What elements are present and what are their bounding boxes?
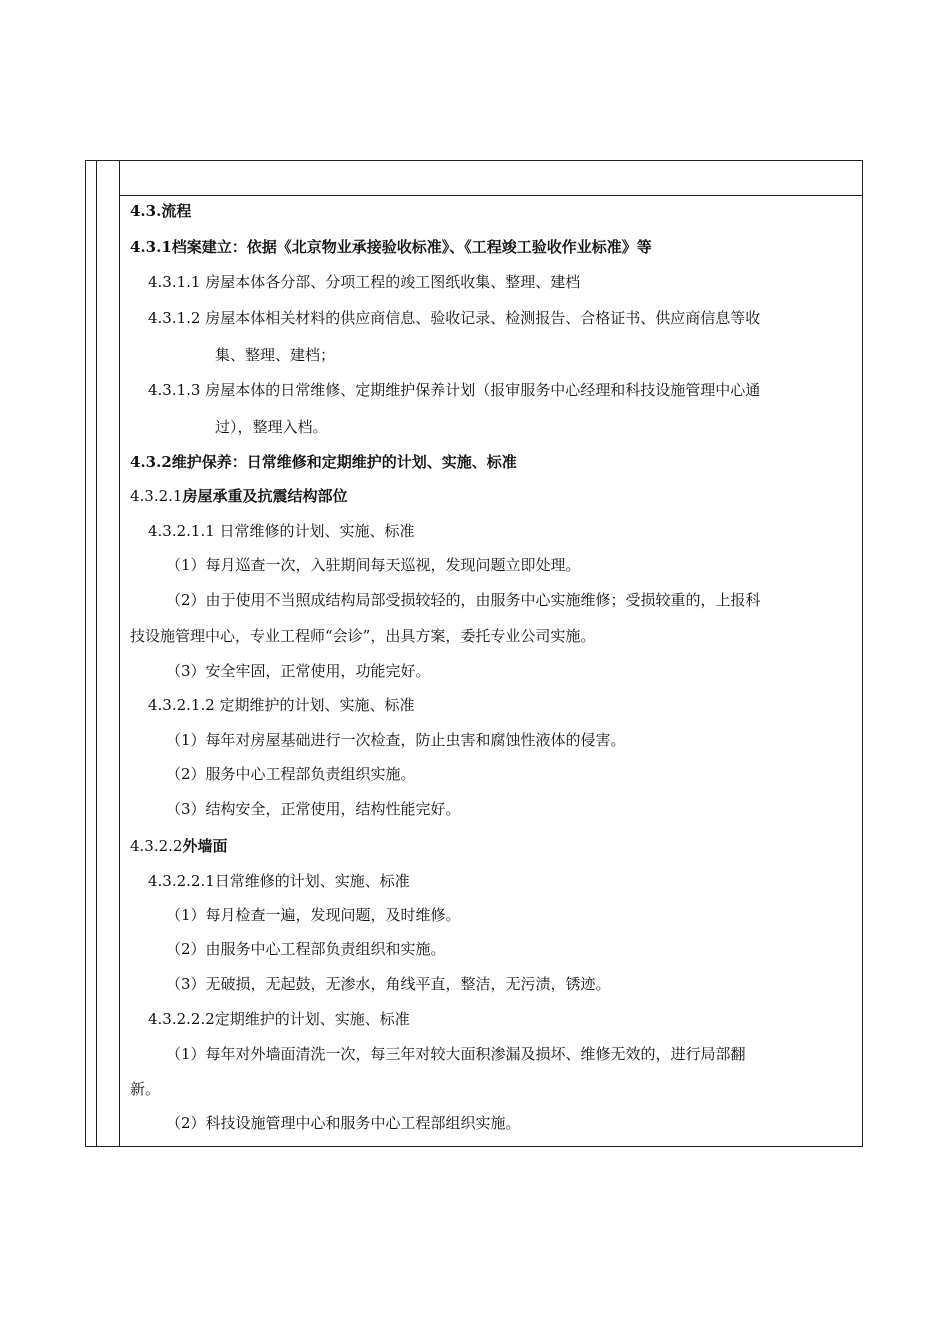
subsection-4-3-2-1 <box>130 486 348 506</box>
list-item: （2）由于使用不当照成结构局部受损较轻的，由服务中心实施维修；受损较重的，上报科 <box>166 591 761 609</box>
list-item: （2）由服务中心工程部负责组织和实施。 <box>166 940 446 958</box>
list-item-cont: 新。 <box>130 1080 161 1098</box>
item-4-3-2-1-2: 4.3.2.1.2 定期维护的计划、实施、标准 <box>148 696 415 714</box>
item-4-3-1-3: 4.3.1.3 房屋本体的日常维修、定期维护保养计划（报审服务中心经理和科技设施管理中心通 <box>148 381 761 399</box>
section-heading-4-3-1: 4.3.1档案建立：依据《北京物业承接验收标准》、《工程竣工验收作业标准》等 <box>130 238 652 256</box>
list-item: （3）安全牢固，正常使用，功能完好。 <box>166 662 431 680</box>
item-4-3-2-2-2: 4.3.2.2.2定期维护的计划、实施、标准 <box>148 1010 410 1028</box>
item-4-3-1-2: 4.3.1.2 房屋本体相关材料的供应商信息、验收记录、检测报告、合格证书、供应商信息等收 <box>148 309 761 327</box>
list-item-cont: 技设施管理中心，专业工程师“会诊”，出具方案，委托专业公司实施。 <box>130 627 596 645</box>
list-item: （1）每年对外墙面清洗一次，每三年对较大面积渗漏及损坏、维修无效的，进行局部翻 <box>166 1045 746 1063</box>
item-4-3-1-3-cont: 过），整理入档。 <box>215 418 328 436</box>
header-row-divider <box>119 195 863 196</box>
subsection-4-3-2-2 <box>130 836 228 856</box>
section-heading-4-3-2: 4.3.2维护保养：日常维修和定期维护的计划、实施、标准 <box>130 453 517 471</box>
item-4-3-2-2-1: 4.3.2.2.1日常维修的计划、实施、标准 <box>148 872 410 890</box>
list-item: （1）每月检查一遍，发现问题，及时维修。 <box>166 906 461 924</box>
item-4-3-1-1: 4.3.1.1 房屋本体各分部、分项工程的竣工图纸收集、整理、建档 <box>148 273 581 291</box>
list-item: （2）服务中心工程部负责组织实施。 <box>166 765 416 783</box>
subsection-title: 外墙面 <box>182 837 228 855</box>
subsection-title: 房屋承重及抗震结构部位 <box>182 487 348 505</box>
list-item: （3）无破损，无起鼓，无渗水，角线平直，整洁，无污渍，锈迹。 <box>166 975 611 993</box>
section-heading-4-3: 4.3.流程 <box>130 202 192 220</box>
list-item: （3）结构安全，正常使用，结构性能完好。 <box>166 800 461 818</box>
frame-divider-right <box>119 160 120 1147</box>
list-item: （1）每月巡查一次，入驻期间每天巡视，发现问题立即处理。 <box>166 556 581 574</box>
frame-divider-left <box>96 160 97 1147</box>
item-4-3-1-2-cont: 集、整理、建档； <box>215 346 336 364</box>
subsection-number: 4.3.2.1 <box>130 487 183 505</box>
item-4-3-2-1-1: 4.3.2.1.1 日常维修的计划、实施、标准 <box>148 522 415 540</box>
list-item: （2）科技设施管理中心和服务中心工程部组织实施。 <box>166 1114 521 1132</box>
subsection-number: 4.3.2.2 <box>130 837 183 855</box>
list-item: （1）每年对房屋基础进行一次检查，防止虫害和腐蚀性液体的侵害。 <box>166 731 626 749</box>
